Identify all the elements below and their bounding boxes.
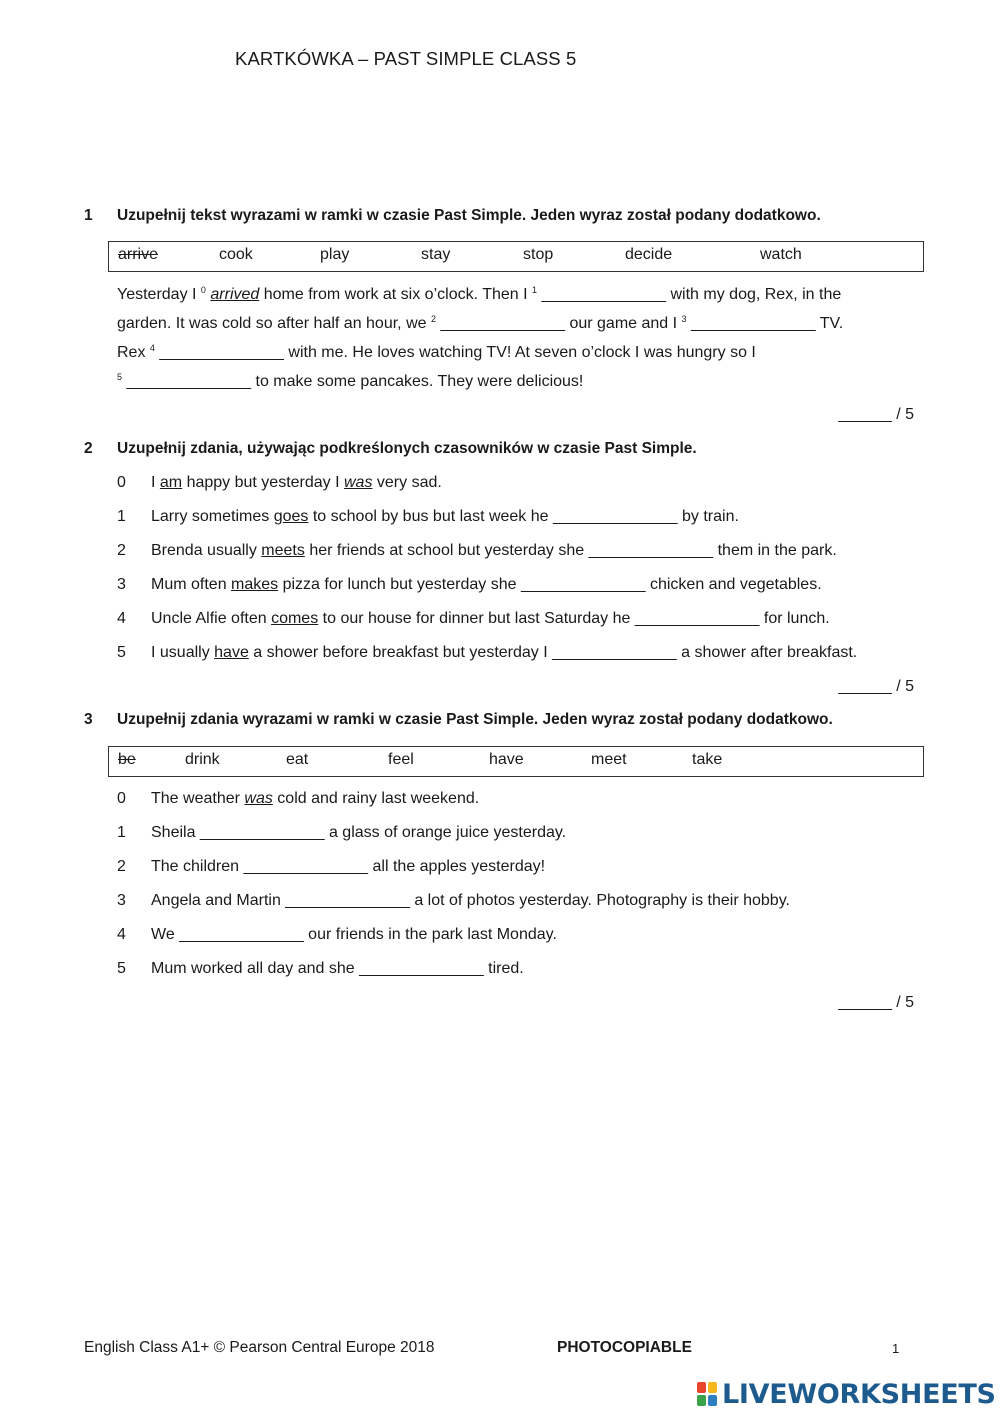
s3-item-1[interactable]: Sheila ______________ a glass of orange juice yesterday. (151, 824, 567, 841)
s3-item-number: 0 (117, 790, 126, 807)
section-2-instruction: Uzupełnij zdania, używając podkreślonych czasowników w czasie Past Simple. (117, 440, 697, 457)
underlined-verb: meets (261, 542, 305, 559)
word-box-item: stop (523, 246, 554, 263)
section-2-number: 2 (84, 440, 93, 457)
answer-blank[interactable]: ______________ our game and I (440, 315, 678, 332)
passage-line-2: garden. It was cold so after half an hour, we $^2$ ______________ our game and I $^3$ ______________ TV. (117, 314, 844, 332)
s2-item-number: 0 (117, 474, 126, 491)
example-answer: was (244, 790, 273, 807)
s2-item-3[interactable]: Mum often makes pizza for lunch but yesterday she ______________ chicken and vegetables. (151, 576, 822, 593)
word-box-item: watch (760, 246, 802, 263)
answer-blank[interactable]: ______________ with me. He loves watching TV! At seven o’clock I was hungry so I (159, 344, 756, 361)
footer-copyright: English Class A1+ © Pearson Central Europe 2018 (84, 1339, 435, 1356)
word-box-item: stay (421, 246, 451, 263)
s3-item-5[interactable]: Mum worked all day and she ______________ tired. (151, 960, 524, 977)
word-box-item: be (118, 751, 136, 768)
word-box-item: drink (185, 751, 220, 768)
section-1-instruction: Uzupełnij tekst wyrazami w ramki w czasie Past Simple. Jeden wyraz został podany dodatkowo. (117, 207, 821, 224)
example-answer: was (344, 474, 373, 491)
logo-text: LIVEWORKSHEETS (722, 1378, 996, 1410)
section-3-score[interactable]: ______ / 5 (838, 994, 914, 1011)
word-box-item: have (489, 751, 524, 768)
word-box-item: meet (591, 751, 627, 768)
underlined-verb: have (214, 644, 249, 661)
s2-item-number: 3 (117, 576, 126, 593)
s3-item-0: The weather was cold and rainy last weekend. (151, 790, 480, 807)
s3-item-4[interactable]: We ______________ our friends in the park last Monday. (151, 926, 557, 943)
section-3-word-box (108, 746, 924, 777)
section-1-number: 1 (84, 207, 93, 224)
s2-item-0: I am happy but yesterday I was very sad. (151, 474, 442, 491)
s2-item-2[interactable]: Brenda usually meets her friends at school but yesterday she ______________ them in the park. (151, 542, 837, 559)
s2-item-4[interactable]: Uncle Alfie often comes to our house for dinner but last Saturday he ______________ for lunch. (151, 610, 830, 627)
section-3-number: 3 (84, 711, 93, 728)
underlined-verb: am (159, 474, 183, 491)
s3-item-number: 1 (117, 824, 126, 841)
s2-item-1[interactable]: Larry sometimes goes to school by bus but last week he ______________ by train. (151, 508, 739, 525)
page-number: 1 (892, 1341, 900, 1356)
word-box-item: feel (388, 751, 414, 768)
s2-item-number: 5 (117, 644, 126, 661)
section-3-instruction: Uzupełnij zdania wyrazami w ramki w czasie Past Simple. Jeden wyraz został podany dodatkowo. (117, 711, 833, 728)
passage-line-1: Yesterday I $^0$ arrived home from work at six o’clock. Then I $^1$ ______________ with my dog, Rex, in the (117, 285, 842, 303)
underlined-verb: comes (271, 610, 319, 627)
s3-item-3[interactable]: Angela and Martin ______________ a lot of photos yesterday. Photography is their hobby. (151, 892, 790, 909)
section-1-word-box (108, 241, 924, 272)
word-box-item: play (320, 246, 350, 263)
word-box-item: arrive (118, 246, 159, 263)
s2-item-number: 2 (117, 542, 126, 559)
s3-item-number: 5 (117, 960, 126, 977)
underlined-verb: goes (273, 508, 309, 525)
word-box-item: take (692, 751, 723, 768)
underlined-verb: makes (231, 576, 279, 593)
s3-item-number: 2 (117, 858, 126, 875)
footer-photocopiable: PHOTOCOPIABLE (557, 1339, 692, 1356)
s3-item-number: 4 (117, 926, 126, 943)
answer-blank[interactable]: ______________ with my dog, Rex, in the (541, 286, 842, 303)
s2-item-5[interactable]: I usually have a shower before breakfast but yesterday I ______________ a shower after breakfast. (151, 644, 858, 661)
passage-line-4: $^5$ ______________ to make some pancakes. They were delicious! (117, 372, 584, 390)
answer-blank[interactable]: ______________ to make some pancakes. They were delicious! (126, 373, 584, 390)
example-answer: arrived (210, 286, 260, 303)
page-title: KARTKÓWKA – PAST SIMPLE CLASS 5 (235, 48, 577, 69)
s2-item-number: 4 (117, 610, 126, 627)
answer-blank[interactable]: ______________ TV. (691, 315, 844, 332)
s3-item-2[interactable]: The children ______________ all the apples yesterday! (151, 858, 546, 875)
word-box-item: eat (286, 751, 309, 768)
s2-item-number: 1 (117, 508, 126, 525)
section-1-score[interactable]: ______ / 5 (838, 406, 914, 423)
passage-line-3: Rex $^4$ ______________ with me. He loves watching TV! At seven o’clock I was hungry so I (117, 343, 756, 361)
word-box-item: cook (219, 246, 253, 263)
s3-item-number: 3 (117, 892, 126, 909)
section-2-score[interactable]: ______ / 5 (838, 678, 914, 695)
logo-mark-icon (697, 1381, 719, 1407)
word-box-item: decide (625, 246, 673, 263)
liveworksheets-logo[interactable] (697, 1377, 996, 1411)
